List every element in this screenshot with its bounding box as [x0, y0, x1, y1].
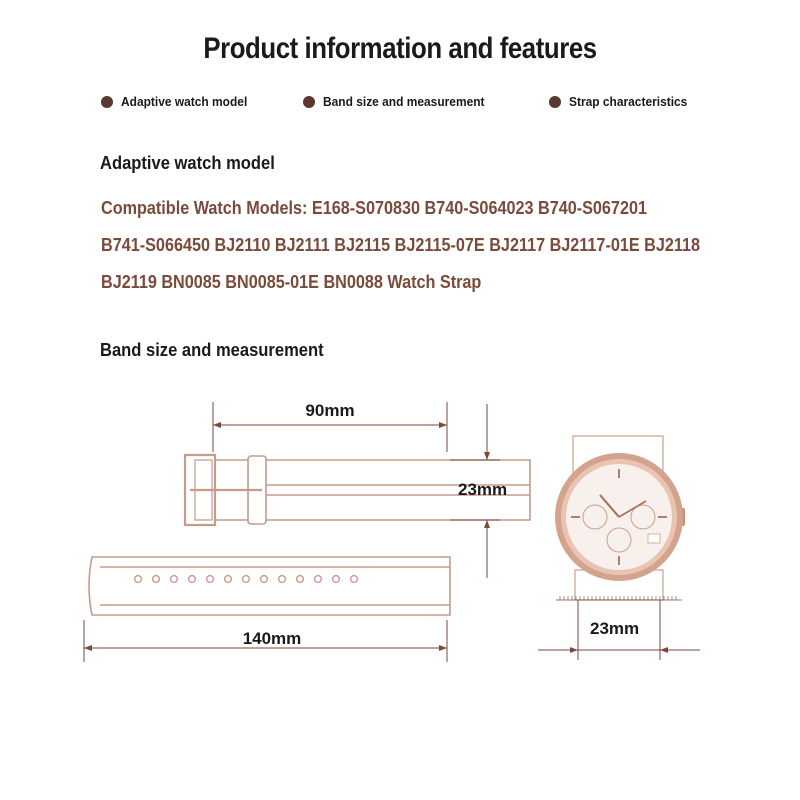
dim-label-lug: 23mm	[590, 619, 640, 638]
nav-label: Adaptive watch model	[121, 94, 248, 109]
long-strap	[89, 557, 450, 615]
dim-label-140: 140mm	[242, 629, 302, 648]
nav-label: Band size and measurement	[323, 94, 485, 109]
nav-label: Strap characteristics	[569, 94, 688, 109]
watch-illustration	[555, 436, 685, 600]
dim-label-width: 23mm	[458, 480, 508, 499]
page-title: Product information and features	[203, 32, 597, 65]
section-heading-model: Adaptive watch model	[100, 153, 275, 173]
dim-label-90: 90mm	[305, 401, 355, 420]
models-line: Compatible Watch Models: E168-S070830 B740-S064023 B740-S067201	[101, 198, 647, 218]
section-heading-size: Band size and measurement	[100, 340, 324, 360]
models-line: B741-S066450 BJ2110 BJ2111 BJ2115 BJ2115-07E BJ2117 BJ2117-01E BJ2118	[101, 235, 701, 255]
models-line: BJ2119 BN0085 BN0085-01E BN0088 Watch Strap	[101, 272, 482, 292]
